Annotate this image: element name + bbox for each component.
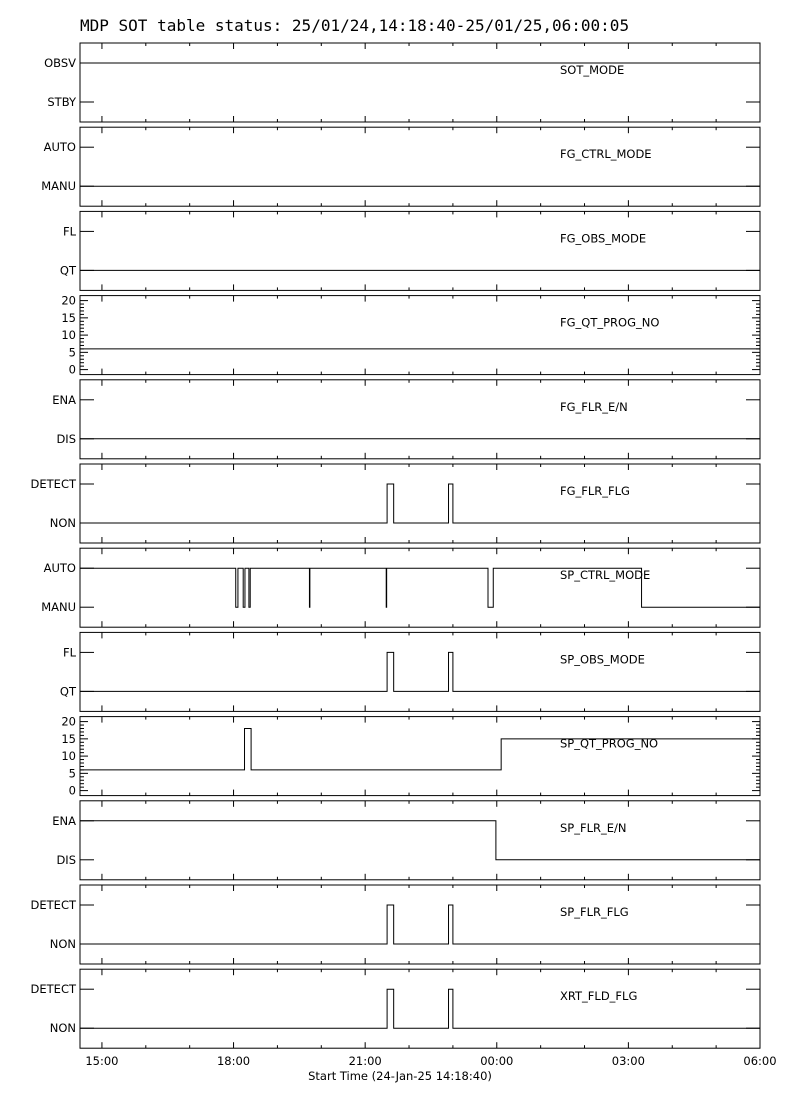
panel-label-sot-mode: SOT_MODE [560, 63, 625, 77]
panel-label-sp-qt-prog-no: SP_QT_PROG_NO [560, 736, 659, 751]
trace-sp-flr-flg [80, 905, 760, 944]
panel-label-sp-ctrl-mode: SP_CTRL_MODE [560, 568, 651, 583]
y-level-label: QT [59, 684, 76, 699]
panel-frame-fg-qt-prog-no [80, 296, 760, 375]
panel-label-sp-flr-flg: SP_FLR_FLG [560, 905, 629, 919]
x-tick-label: 15:00 [85, 1054, 119, 1069]
panel-frame-sp-qt-prog-no [80, 717, 760, 796]
panel-label-fg-ctrl-mode: FG_CTRL_MODE [560, 147, 652, 162]
panel-frame-fg-flr-flg [80, 464, 760, 543]
y-level-label: NON [49, 937, 76, 951]
y-level-label: DIS [56, 431, 76, 446]
y-level-label: NON [49, 516, 76, 530]
y-level-label: AUTO [43, 140, 76, 155]
panel-label-fg-flr-e-n: FG_FLR_E/N [560, 399, 628, 414]
y-tick-label: 10 [61, 328, 76, 343]
x-tick-label: 06:00 [743, 1054, 777, 1069]
panel-label-xrt-fld-flg: XRT_FLD_FLG [560, 989, 638, 1004]
panel-label-sp-obs-mode: SP_OBS_MODE [560, 652, 645, 667]
trace-sp-ctrl-mode [80, 568, 760, 607]
y-level-label: AUTO [43, 561, 76, 576]
chart-title: MDP SOT table status: 25/01/24,14:18:40-25/01/25,06:00:05 [80, 16, 630, 35]
y-level-label: QT [59, 263, 76, 278]
y-tick-label: 10 [61, 749, 76, 764]
y-level-label: MANU [41, 179, 76, 194]
panel-label-sp-flr-e-n: SP_FLR_E/N [560, 820, 627, 835]
panel-frame-sp-flr-flg [80, 885, 760, 964]
trace-fg-flr-flg [80, 484, 760, 523]
trace-sp-obs-mode [80, 652, 760, 691]
panel-frame-sot-mode [80, 43, 760, 122]
y-tick-label: 5 [68, 345, 76, 360]
y-level-label: DETECT [30, 477, 76, 491]
y-level-label: DIS [56, 852, 76, 867]
y-level-label: NON [49, 1021, 76, 1036]
x-tick-label: 00:00 [480, 1054, 514, 1069]
y-tick-label: 0 [68, 362, 76, 377]
trace-xrt-fld-flg [80, 989, 760, 1028]
y-level-label: OBSV [44, 56, 76, 70]
panel-label-fg-flr-flg: FG_FLR_FLG [560, 484, 630, 498]
panel-label-fg-qt-prog-no: FG_QT_PROG_NO [560, 315, 660, 330]
y-tick-label: 15 [61, 731, 76, 746]
panel-frame-sp-obs-mode [80, 632, 760, 711]
y-tick-label: 15 [61, 310, 76, 325]
panel-frame-fg-ctrl-mode [80, 127, 760, 206]
y-tick-label: 20 [61, 714, 76, 729]
panel-frame-sp-flr-e-n [80, 801, 760, 880]
y-tick-label: 20 [61, 293, 76, 308]
x-axis-label: Start Time (24-Jan-25 14:18:40) [308, 1069, 492, 1084]
x-tick-label: 03:00 [611, 1054, 645, 1069]
y-level-label: STBY [47, 95, 76, 109]
x-tick-label: 18:00 [216, 1054, 251, 1069]
y-level-label: FL [62, 224, 76, 239]
y-level-label: ENA [52, 813, 76, 828]
y-tick-label: 5 [68, 766, 76, 781]
y-level-label: FL [62, 645, 76, 660]
panel-frame-fg-flr-e-n [80, 380, 760, 459]
y-level-label: DETECT [30, 982, 76, 997]
y-level-label: ENA [52, 392, 76, 407]
panel-label-fg-obs-mode: FG_OBS_MODE [560, 231, 647, 246]
x-tick-label: 21:00 [348, 1054, 382, 1069]
y-level-label: DETECT [30, 898, 76, 912]
panel-frame-xrt-fld-flg [80, 969, 760, 1048]
y-tick-label: 0 [68, 783, 76, 798]
panel-frame-sp-ctrl-mode [80, 548, 760, 627]
y-level-label: MANU [41, 600, 76, 615]
panel-frame-fg-obs-mode [80, 211, 760, 290]
trace-sp-flr-e-n [80, 821, 760, 860]
